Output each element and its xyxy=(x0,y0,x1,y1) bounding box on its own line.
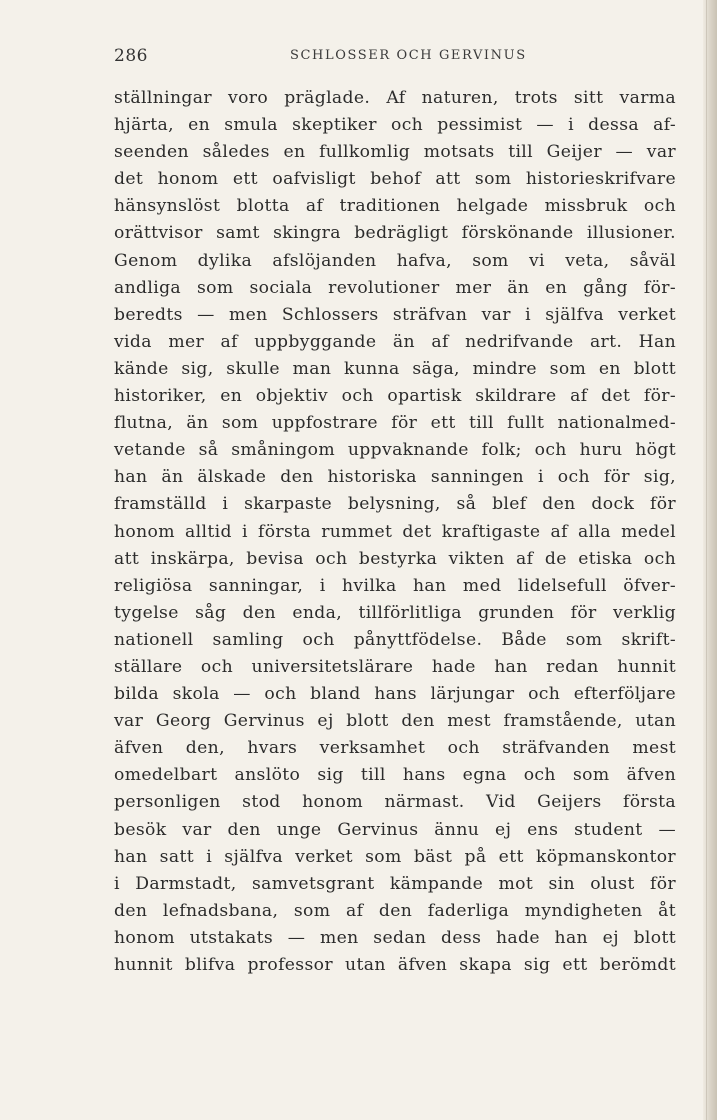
running-title: SCHLOSSER OCH GERVINUS xyxy=(290,48,527,63)
text-line: han än älskade den historiska sanningen i och för sig, xyxy=(114,467,676,488)
text-line: andliga som sociala revolutioner mer än en gång för- xyxy=(114,277,676,298)
page-header xyxy=(114,46,676,68)
text-line: tygelse såg den enda, tillförlitliga grunden för verklig xyxy=(114,602,676,623)
text-line: bilda skola — och bland hans lärjungar och efterföljare xyxy=(114,684,676,705)
text-line: i Darmstadt, samvetsgrant kämpande mot sin olust för xyxy=(114,873,676,894)
text-line: honom utstakats — men sedan dess hade han ej blott xyxy=(114,927,676,948)
text-line: kände sig, skulle man kunna säga, mindre som en blott xyxy=(114,358,676,379)
text-line: var Georg Gervinus ej blott den mest framstående, utan xyxy=(114,711,676,732)
text-line: besök var den unge Gervinus ännu ej ens student — xyxy=(114,819,676,840)
body-text xyxy=(114,85,676,979)
text-line: Genom dylika afslöjanden hafva, som vi veta, såväl xyxy=(114,250,676,271)
text-line: seenden således en fullkomlig motsats till Geijer — var xyxy=(114,142,676,163)
text-line: omedelbart anslöto sig till hans egna och som äfven xyxy=(114,765,676,786)
text-line: personligen stod honom närmast. Vid Geijers första xyxy=(114,792,676,813)
text-line: orättvisor samt skingra bedrägligt förskönande illusioner. xyxy=(114,223,676,244)
text-line: ställare och universitetslärare hade han redan hunnit xyxy=(114,656,676,677)
text-line: hjärta, en smula skeptiker och pessimist — i dessa af- xyxy=(114,115,676,136)
page-number: 286 xyxy=(114,46,148,66)
page-edge xyxy=(703,0,717,1120)
text-line: historiker, en objektiv och opartisk skildrare af det för- xyxy=(114,386,676,407)
text-line: beredts — men Schlossers sträfvan var i själfva verket xyxy=(114,304,676,325)
text-line: att inskärpa, bevisa och bestyrka vikten af de etiska och xyxy=(114,548,676,569)
text-line: hunnit blifva professor utan äfven skapa sig ett berömdt xyxy=(114,955,676,975)
text-line: den lefnadsbana, som af den faderliga myndigheten åt xyxy=(114,900,676,921)
text-line: nationell samling och pånyttfödelse. Både som skrift- xyxy=(114,629,676,650)
text-line: vetande så småningom uppvaknande folk; och huru högt xyxy=(114,440,676,461)
text-line: ställningar voro präglade. Af naturen, trots sitt varma xyxy=(114,88,676,108)
text-line: han satt i själfva verket som bäst på ett köpmanskontor xyxy=(114,846,676,867)
text-line: äfven den, hvars verksamhet och sträfvanden mest xyxy=(114,738,676,759)
text-line: flutna, än som uppfostrare för ett till fullt nationalmed- xyxy=(114,413,676,434)
text-line: honom alltid i första rummet det kraftigaste af alla medel xyxy=(114,521,676,542)
text-line: framställd i skarpaste belysning, så blef den dock för xyxy=(114,494,676,515)
text-line: vida mer af uppbyggande än af nedrifvande art. Han xyxy=(114,331,676,352)
text-line: hänsynslöst blotta af traditionen helgade missbruk och xyxy=(114,196,676,217)
text-line: religiösa sanningar, i hvilka han med lidelsefull öfver- xyxy=(114,575,676,596)
text-line: det honom ett oafvisligt behof att som historieskrifvare xyxy=(114,169,676,190)
